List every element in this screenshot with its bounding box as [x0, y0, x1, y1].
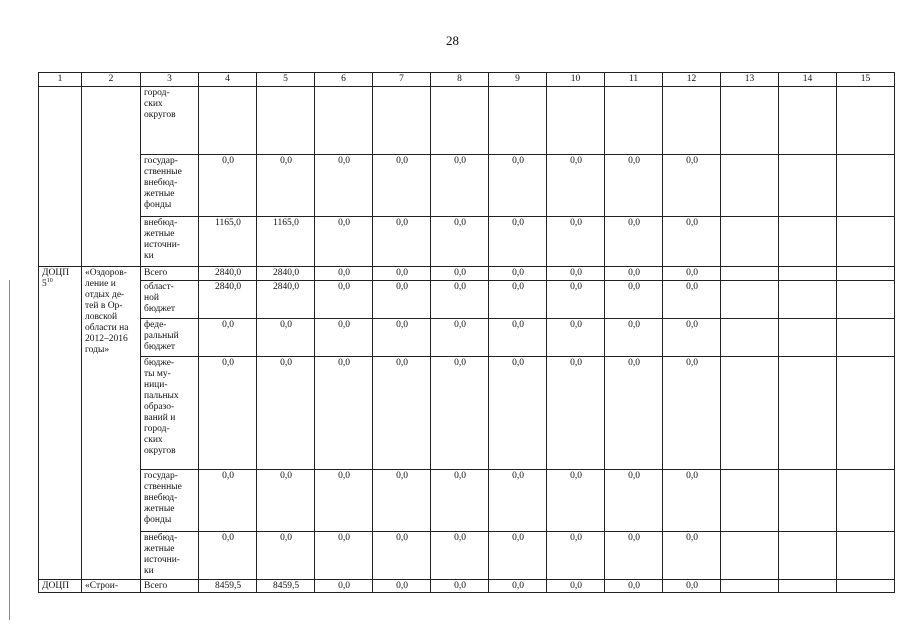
- value-cell: [779, 470, 837, 532]
- value-cell: 2840,0: [199, 267, 257, 281]
- column-number: 15: [837, 73, 895, 87]
- value-cell: [837, 87, 895, 155]
- value-cell: [547, 87, 605, 155]
- value-cell: [721, 155, 779, 217]
- value-cell: 0,0: [663, 580, 721, 593]
- value-cell: 0,0: [605, 319, 663, 357]
- value-cell: 0,0: [489, 357, 547, 470]
- value-cell: 0,0: [373, 267, 431, 281]
- value-cell: 2840,0: [199, 281, 257, 319]
- budget-table: [38, 72, 895, 593]
- value-cell: 1165,0: [257, 217, 315, 267]
- value-cell: 0,0: [605, 532, 663, 580]
- program-code: [39, 87, 82, 267]
- column-number: 6: [315, 73, 373, 87]
- value-cell: 0,0: [663, 532, 721, 580]
- value-cell: 0,0: [663, 217, 721, 267]
- value-cell: 0,0: [605, 281, 663, 319]
- table-row: [39, 532, 895, 580]
- value-cell: 0,0: [373, 217, 431, 267]
- value-cell: 0,0: [489, 319, 547, 357]
- value-cell: 0,0: [547, 319, 605, 357]
- value-cell: [779, 580, 837, 593]
- value-cell: 0,0: [489, 155, 547, 217]
- value-cell: [837, 580, 895, 593]
- value-cell: 0,0: [315, 470, 373, 532]
- value-cell: [779, 217, 837, 267]
- value-cell: 0,0: [315, 319, 373, 357]
- value-cell: 0,0: [489, 217, 547, 267]
- value-cell: 0,0: [547, 357, 605, 470]
- value-cell: 0,0: [199, 532, 257, 580]
- value-cell: 0,0: [547, 281, 605, 319]
- funding-source: област- ной бюджет: [141, 281, 199, 319]
- column-number: 7: [373, 73, 431, 87]
- table-row: [39, 217, 895, 267]
- value-cell: 1165,0: [199, 217, 257, 267]
- value-cell: 0,0: [315, 155, 373, 217]
- value-cell: 0,0: [315, 267, 373, 281]
- program-name: «Строи-: [82, 580, 141, 593]
- value-cell: [721, 357, 779, 470]
- value-cell: 0,0: [431, 319, 489, 357]
- funding-source: город- ских округов: [141, 87, 199, 155]
- program-code: ДОЦП: [39, 580, 82, 593]
- value-cell: [721, 470, 779, 532]
- funding-source: государ- ственные внебюд- жетные фонды: [141, 470, 199, 532]
- value-cell: 0,0: [257, 357, 315, 470]
- value-cell: [779, 155, 837, 217]
- value-cell: 0,0: [663, 281, 721, 319]
- value-cell: [837, 532, 895, 580]
- column-number: 11: [605, 73, 663, 87]
- value-cell: 0,0: [431, 532, 489, 580]
- column-number: 4: [199, 73, 257, 87]
- value-cell: [837, 267, 895, 281]
- value-cell: 0,0: [489, 580, 547, 593]
- value-cell: 0,0: [547, 470, 605, 532]
- column-number: 10: [547, 73, 605, 87]
- funding-source: бюдже- ты му- ници- пальных образо- ваний и город- ских округов: [141, 357, 199, 470]
- value-cell: [837, 357, 895, 470]
- value-cell: [315, 87, 373, 155]
- value-cell: 0,0: [605, 155, 663, 217]
- value-cell: [779, 267, 837, 281]
- value-cell: 0,0: [199, 470, 257, 532]
- table-row: [39, 470, 895, 532]
- funding-source: внебюд- жетные источни- ки: [141, 217, 199, 267]
- value-cell: 0,0: [199, 357, 257, 470]
- footnote-marker: 10: [46, 277, 53, 284]
- value-cell: 0,0: [257, 319, 315, 357]
- value-cell: 0,0: [431, 357, 489, 470]
- value-cell: [837, 217, 895, 267]
- value-cell: 2840,0: [257, 281, 315, 319]
- funding-source: феде- ральный бюджет: [141, 319, 199, 357]
- value-cell: 0,0: [431, 155, 489, 217]
- value-cell: 0,0: [431, 580, 489, 593]
- value-cell: 0,0: [547, 532, 605, 580]
- value-cell: [721, 87, 779, 155]
- table-row: [39, 155, 895, 217]
- value-cell: [779, 319, 837, 357]
- value-cell: 0,0: [199, 155, 257, 217]
- value-cell: [257, 87, 315, 155]
- column-number: 14: [779, 73, 837, 87]
- value-cell: [779, 281, 837, 319]
- value-cell: 0,0: [605, 217, 663, 267]
- value-cell: 0,0: [373, 470, 431, 532]
- value-cell: 0,0: [547, 580, 605, 593]
- program-code: [39, 267, 82, 580]
- value-cell: [779, 87, 837, 155]
- value-cell: 0,0: [605, 470, 663, 532]
- value-cell: 0,0: [663, 357, 721, 470]
- table-row: [39, 357, 895, 470]
- value-cell: [837, 319, 895, 357]
- table-row: [39, 87, 895, 155]
- value-cell: 0,0: [547, 155, 605, 217]
- program-name: [82, 87, 141, 267]
- value-cell: [373, 87, 431, 155]
- value-cell: 0,0: [373, 155, 431, 217]
- value-cell: 0,0: [373, 532, 431, 580]
- table-row: [39, 319, 895, 357]
- value-cell: 0,0: [489, 470, 547, 532]
- table-row: [39, 580, 895, 593]
- column-number: 3: [141, 73, 199, 87]
- value-cell: 0,0: [373, 319, 431, 357]
- funding-source: Всего: [141, 580, 199, 593]
- value-cell: 0,0: [315, 580, 373, 593]
- value-cell: 0,0: [605, 357, 663, 470]
- column-number: 12: [663, 73, 721, 87]
- value-cell: 0,0: [663, 267, 721, 281]
- value-cell: 0,0: [605, 580, 663, 593]
- value-cell: 0,0: [431, 281, 489, 319]
- value-cell: 0,0: [663, 470, 721, 532]
- value-cell: [489, 87, 547, 155]
- value-cell: [605, 87, 663, 155]
- value-cell: 0,0: [257, 155, 315, 217]
- value-cell: 0,0: [373, 357, 431, 470]
- value-cell: [663, 87, 721, 155]
- funding-source: Всего: [141, 267, 199, 281]
- scan-edge-mark: [9, 280, 10, 620]
- value-cell: 0,0: [489, 267, 547, 281]
- value-cell: 0,0: [315, 217, 373, 267]
- value-cell: 0,0: [547, 267, 605, 281]
- column-number: 5: [257, 73, 315, 87]
- value-cell: [837, 155, 895, 217]
- funding-source: государ- ственные внебюд- жетные фонды: [141, 155, 199, 217]
- value-cell: 0,0: [663, 319, 721, 357]
- value-cell: 0,0: [431, 470, 489, 532]
- value-cell: 0,0: [373, 580, 431, 593]
- column-number: 9: [489, 73, 547, 87]
- value-cell: 8459,5: [199, 580, 257, 593]
- value-cell: [837, 470, 895, 532]
- value-cell: [721, 580, 779, 593]
- value-cell: 8459,5: [257, 580, 315, 593]
- value-cell: 0,0: [315, 532, 373, 580]
- value-cell: 0,0: [489, 281, 547, 319]
- value-cell: [721, 281, 779, 319]
- value-cell: [779, 357, 837, 470]
- value-cell: [199, 87, 257, 155]
- program-name: «Оздоров- ление и отдых де- тей в Ор- ловской области на 2012–2016 годы»: [82, 267, 141, 580]
- column-number: 1: [39, 73, 82, 87]
- program-code-text: ДОЦП 5: [42, 268, 70, 289]
- value-cell: 0,0: [257, 532, 315, 580]
- value-cell: 0,0: [373, 281, 431, 319]
- value-cell: 0,0: [431, 217, 489, 267]
- value-cell: 0,0: [489, 532, 547, 580]
- column-number: 8: [431, 73, 489, 87]
- value-cell: [721, 319, 779, 357]
- column-number: 2: [82, 73, 141, 87]
- header-row: [39, 73, 895, 87]
- value-cell: 0,0: [605, 267, 663, 281]
- value-cell: 0,0: [663, 155, 721, 217]
- table-body: [39, 73, 895, 593]
- value-cell: 2840,0: [257, 267, 315, 281]
- value-cell: 0,0: [257, 470, 315, 532]
- funding-source: внебюд- жетные источни- ки: [141, 532, 199, 580]
- value-cell: [721, 217, 779, 267]
- column-number: 13: [721, 73, 779, 87]
- value-cell: [779, 532, 837, 580]
- table-row: [39, 267, 895, 281]
- value-cell: 0,0: [315, 281, 373, 319]
- value-cell: [721, 267, 779, 281]
- value-cell: 0,0: [547, 217, 605, 267]
- value-cell: 0,0: [315, 357, 373, 470]
- value-cell: 0,0: [431, 267, 489, 281]
- value-cell: 0,0: [199, 319, 257, 357]
- page-number: 28: [446, 33, 459, 48]
- value-cell: [837, 281, 895, 319]
- table-row: [39, 281, 895, 319]
- value-cell: [721, 532, 779, 580]
- value-cell: [431, 87, 489, 155]
